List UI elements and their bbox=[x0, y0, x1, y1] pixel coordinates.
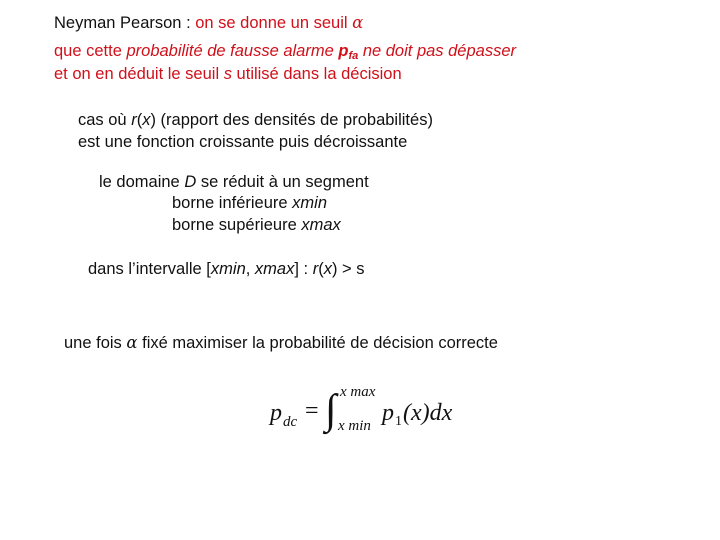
neyman-pearson-label: Neyman Pearson : bbox=[54, 14, 196, 32]
line-deduce-threshold: et on en déduit le seuil s utilisé dans la décision bbox=[54, 65, 402, 83]
alpha-symbol: α bbox=[352, 13, 364, 32]
formula-p: p bbox=[270, 400, 282, 426]
formula-equals: = bbox=[305, 398, 319, 424]
line-ratio-case: cas où r(x) (rapport des densités de probabilités) bbox=[78, 111, 433, 129]
alpha-symbol: α bbox=[126, 333, 138, 352]
line-ratio-monotony: est une fonction croissante puis décroissante bbox=[78, 133, 408, 151]
correct-decision-formula bbox=[270, 384, 470, 438]
line-maximize: une fois α fixé maximiser la probabilité de décision correcte bbox=[64, 333, 498, 352]
integrand-rest: (x)dx bbox=[403, 400, 453, 426]
formula-p-sub: dc bbox=[283, 414, 298, 430]
threshold-s: s bbox=[223, 65, 232, 83]
integral-lower-bound: x min bbox=[338, 418, 371, 434]
integral-upper-bound: x max bbox=[340, 384, 376, 400]
integrand-sub: 1 bbox=[395, 414, 402, 429]
threshold-statement: on se donne un seuil bbox=[195, 14, 353, 32]
integral-sign: ∫ bbox=[325, 387, 337, 433]
line-false-alarm: que cette probabilité de fausse alarme $p_{fa}$ ne doit pas dépasser bbox=[54, 42, 517, 62]
line-lower-bound: borne inférieure xmin bbox=[172, 194, 328, 212]
line-domain-segment: le domaine D se réduit à un segment bbox=[99, 173, 369, 191]
false-alarm-probability: probabilité de fausse alarme bbox=[126, 42, 339, 60]
line-interval: dans l’intervalle [xmin, xmax] : r(x) > s bbox=[88, 260, 365, 278]
integrand-p: p bbox=[382, 400, 394, 426]
line-neyman-pearson bbox=[54, 13, 363, 33]
line-upper-bound: borne supérieure xmax bbox=[172, 216, 341, 234]
pfa-symbol: p bbox=[338, 42, 349, 60]
